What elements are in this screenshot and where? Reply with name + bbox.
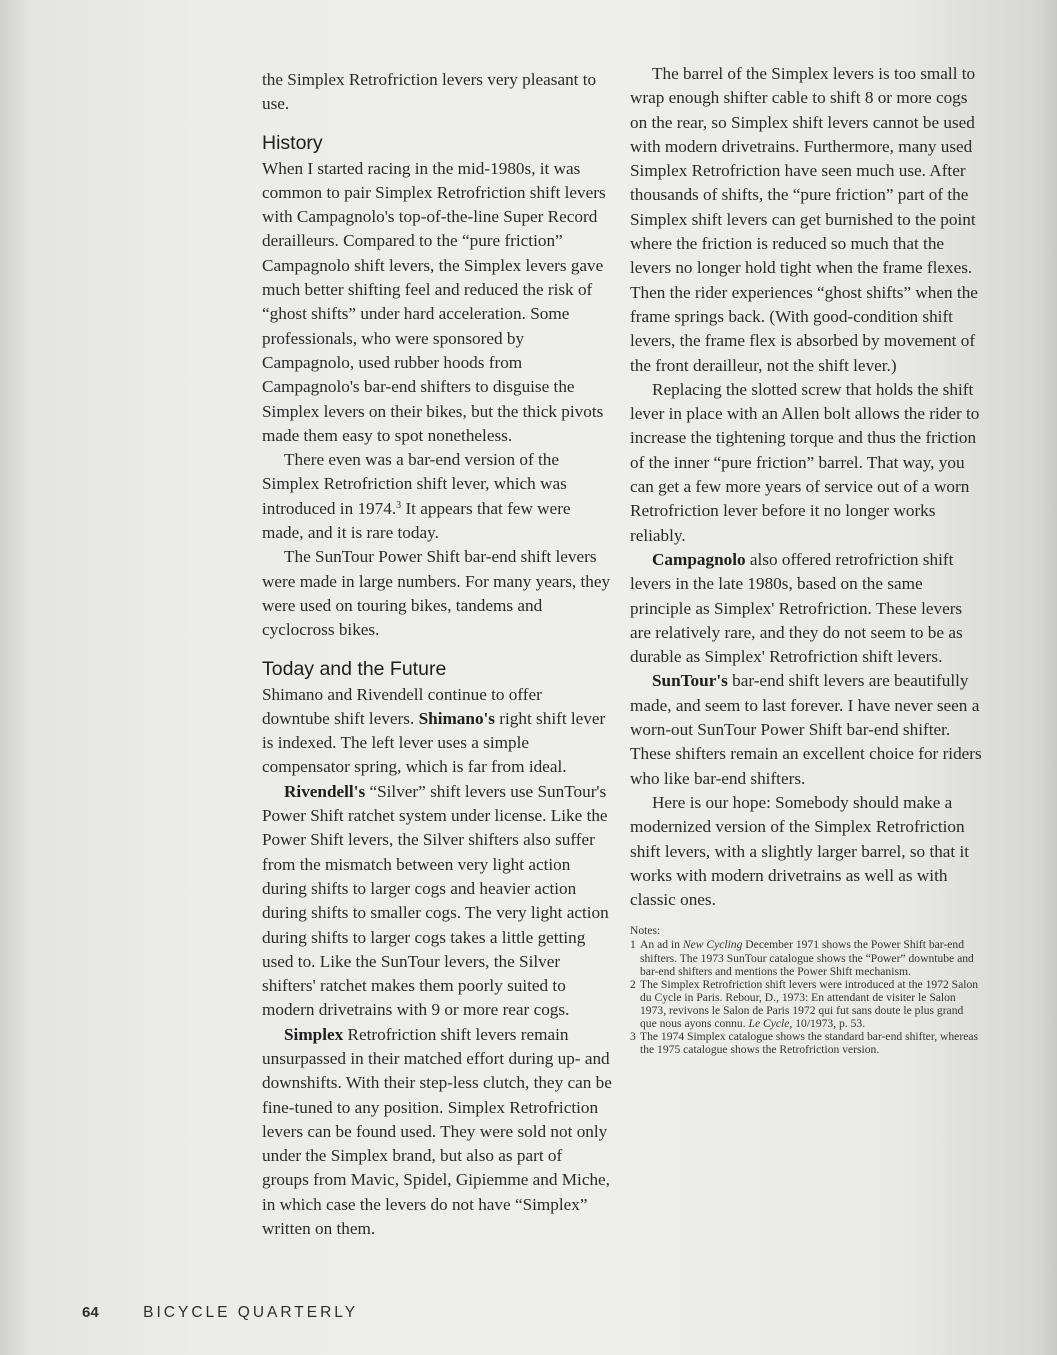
footnotes: [630, 924, 982, 1056]
footnote-1: 1 An ad in New Cycling December 1971 shows the Power Shift bar-end shifters. The 1973 SunTour catalogue shows the “Power” downtube and bar-end shifters and mentions the Power Shift mechanism.: [630, 938, 974, 978]
page-number: 64: [82, 1304, 99, 1321]
today-paragraph-2: Rivendell's “Silver” shift levers use SunTour's Power Shift ratchet system under license. Like the Power Shift levers, the Silver shifters also suffer from the mismatch between very light action during shifts to larger cogs and heavier action during shifts to smaller cogs. The very light action during shifts to larger cogs takes a little getting used to. Like the SunTour levers, the Silver shifters' ratchet makes them poorly suited to modern drivetrains with 9 or more rear cogs.: [262, 781, 609, 1020]
right-paragraph-2: Replacing the slotted screw that holds the shift lever in place with an Allen bolt allows the rider to increase the tightening torque and thus the friction of the inner “pure friction” barrel. That way, you can get a few more years of service out of a worn Retrofriction lever before it no longer works reliably.: [630, 379, 980, 545]
today-paragraph-1: Shimano and Rivendell continue to offer downtube shift levers. Shimano's right shift lever is indexed. The left lever uses a simple compensator spring, which is far from ideal.: [262, 684, 606, 777]
right-paragraph-4: SunTour's bar-end shift levers are beautifully made, and seem to last forever. I have never seen a worn-out SunTour Power Shift bar-end shifter. These shifters remain an excellent choice for riders who like bar-end shifters.: [630, 671, 982, 788]
history-paragraph-1: When I started racing in the mid-1980s, it was common to pair Simplex Retrofriction shift levers with Campagnolo's top-of-the-line Super Record derailleurs. Compared to the “pure friction” Campagnolo shift levers, the Simplex levers gave much better shifting feel and reduced the risk of “ghost shifts” under hard acceleration. Some professionals, who were sponsored by Campagnolo, used rubber hoods from Campagnolo's bar-end shifters to disguise the Simplex levers on their bikes, but the thick pivots made them easy to spot nonetheless.: [262, 158, 606, 445]
footnote-ref-3: 3: [396, 499, 402, 511]
intro-paragraph: the Simplex Retrofriction levers very pleasant to use.: [262, 70, 597, 114]
footnote-3: 3 The 1974 Simplex catalogue shows the standard bar-end shifter, whereas the 1975 catalogue shows the Retrofriction version.: [630, 1030, 978, 1057]
heading-history: History: [262, 131, 323, 154]
right-column: [630, 62, 982, 1056]
history-paragraph-2: There even was a bar-end version of the Simplex Retrofriction shift lever, which was introduced in 1974.$^3$ It appears that few were made, and it is rare today.: [262, 450, 571, 543]
page-footer: [82, 1304, 358, 1322]
heading-today-and-future: Today and the Future: [262, 657, 447, 680]
history-paragraph-3: The SunTour Power Shift bar-end shift levers were made in large numbers. For many years, they were used on touring bikes, tandems and cyclocross bikes.: [262, 547, 611, 640]
notes-title: Notes:: [630, 924, 661, 938]
right-paragraph-3: Campagnolo also offered retrofriction shift levers in the late 1980s, based on the same principle as Simplex' Retrofriction. These levers are relatively rare, and they do not seem to be as durable as Simplex' Retrofriction shift levers.: [630, 549, 963, 667]
footnote-2: 2 The Simplex Retrofriction shift levers were introduced at the 1972 Salon du Cycle in Paris. Rebour, D., 1973: En attendant de visiter le Salon 1973, revivons le Salon de Paris 1972 qui fut sans doute le plus grand que nous ayons connu. Le Cycle, 10/1973, p. 53.: [630, 977, 979, 1031]
today-paragraph-3: Simplex Retrofriction shift levers remain unsurpassed in their matched effort during up- and downshifts. With their step-less clutch, they can be fine-tuned to any position. Simplex Retrofriction levers can be found used. They were sold not only under the Simplex brand, but also as part of groups from Mavic, Spidel, Gipiemme and Miche, in which case the levers do not have “Simplex” written on them.: [262, 1024, 612, 1239]
left-column: [262, 68, 612, 1241]
right-paragraph-5: Here is our hope: Somebody should make a modernized version of the Simplex Retrofriction shift levers, with a slightly larger barrel, so that it works with modern drivetrains as well as with classic ones.: [630, 792, 970, 910]
right-paragraph-1: The barrel of the Simplex levers is too small to wrap enough shifter cable to shift 8 or more cogs on the rear, so Simplex shift levers cannot be used with modern drivetrains. Furthermore, many used Simplex Retrofriction have seen much use. After thousands of shifts, the “pure friction” part of the Simplex shift levers can get burnished to the point where the friction is reduced so much that the levers no longer hold tight when the frame flexes. Then the rider experiences “ghost shifts” when the frame springs back. (With good-condition shift levers, the frame flex is absorbed by movement of the front derailleur, not the shift lever.): [630, 64, 978, 375]
magazine-name: BICYCLE QUARTERLY: [143, 1304, 359, 1321]
